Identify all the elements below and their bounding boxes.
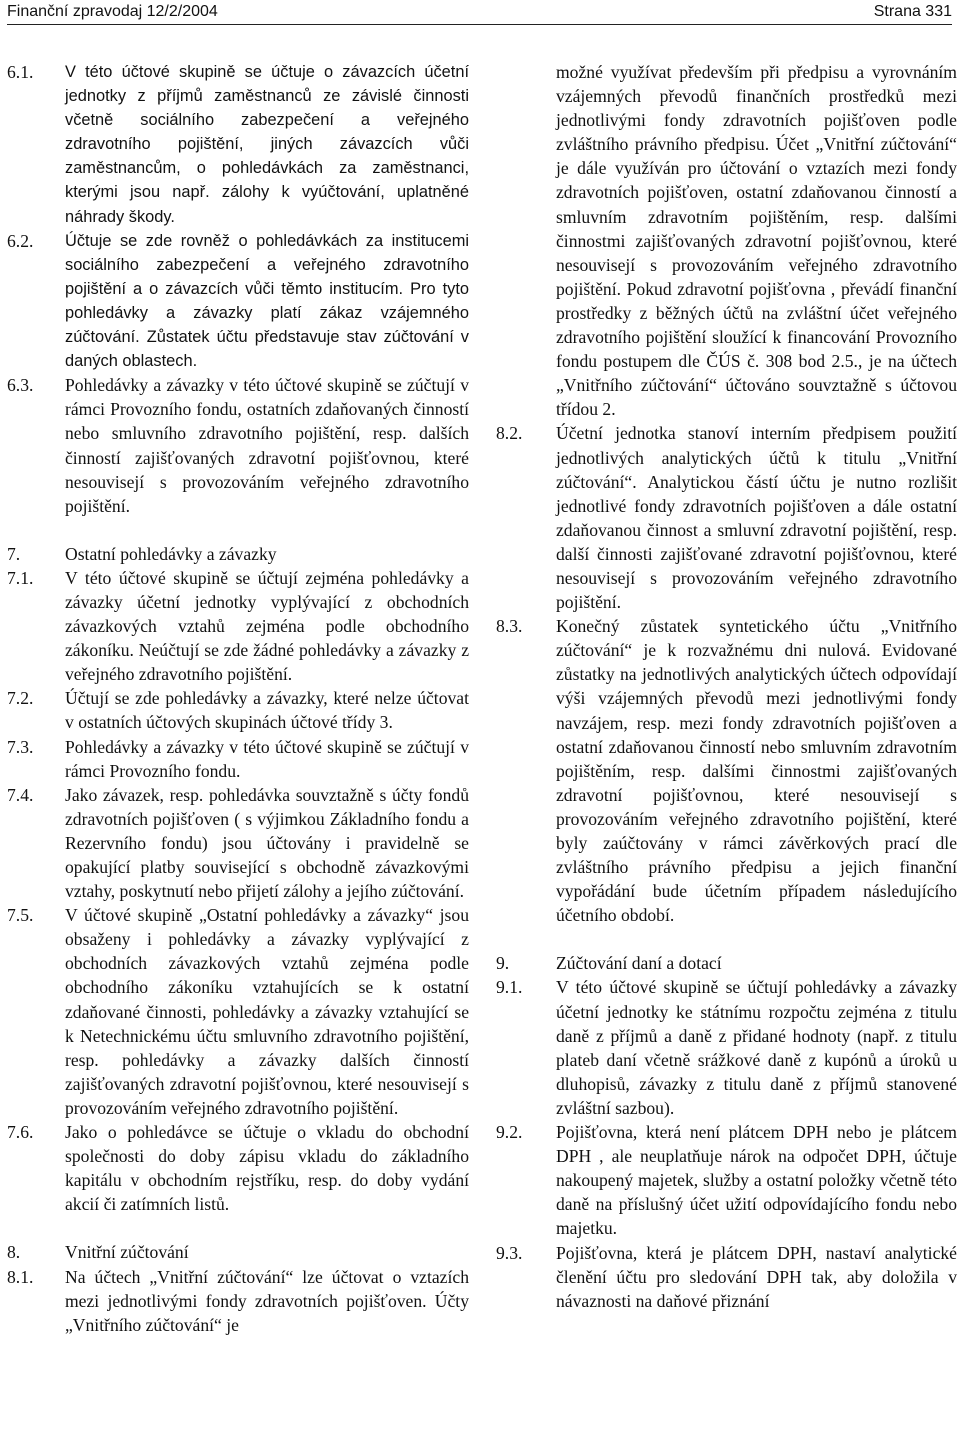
paragraph-number: 6.2. <box>7 230 34 251</box>
paragraph-number: 9.2. <box>496 1122 523 1143</box>
paragraph <box>7 229 469 374</box>
paragraph-number: 9. <box>496 953 510 974</box>
paragraph-text: Jako o pohledávce se účtuje o vkladu do obchodní společnosti do doby zápisu vkladu do základního kapitálu v obchodním rejstříku, resp. do doby vydání akcií či zatímních listů. <box>65 1122 469 1215</box>
page-header <box>7 0 952 25</box>
paragraph-text: Konečný zůstatek syntetického účtu „Vnitřního zúčtování“ je k rozvažnému dni nulová. Evidované zůstatky na jednotlivých analytických účtech odpovídají výši vzájemných převodů mezi jednotlivými fondy navzájem, resp. mezi fondy zdravotních pojišťoven a ostatní zdaňovanou činností nebo smluvním zdravotním pojištěním, resp. dalšími činnostmi zajišťovaných zdravotní pojišťovnou, které nesouvisejí s provozováním veřejného zdravotního pojištění, které byly zaúčtovány v rámci závěrkových prací dle zvláštního právního předpisu a jejich finanční vypořádání bude účetním případem následujícího účetního období. <box>556 616 957 926</box>
section-gap <box>496 927 957 951</box>
paragraph-text: Jako závazek, resp. pohledávka souvztažně s účty fondů zdravotních pojišťoven ( s výjimkou Základního fondu a Rezervního fondu) jsou účtovány i pravidelně se opakující platby související s obchodně závazkovými vztahy, poskytnutí nebo přijetí zálohy a jejího zúčtování. <box>65 784 469 902</box>
paragraph-text: Účtuje se zde rovněž o pohledávkách za institucemi sociálního zabezpečení a veřejného zdravotního pojištění a o závazcích vůči těmto institucím. Pro tyto pohledávky a závazky platí zákaz vzájemného zúčtování. Zůstatek účtu představuje stav zúčtování v daných oblastech. <box>65 231 469 371</box>
paragraph <box>7 542 469 566</box>
paragraph-text: Účtují se zde pohledávky a závazky, které nelze účtovat v ostatních účtových skupinách účtové třídy 3. <box>65 688 469 733</box>
paragraph-text: Ostatní pohledávky a závazky <box>65 543 277 564</box>
paragraph <box>7 1265 469 1337</box>
section-gap <box>7 1216 469 1240</box>
paragraph <box>7 566 469 686</box>
paragraph <box>7 373 469 518</box>
paragraph <box>7 686 469 734</box>
paragraph-number: 6.1. <box>7 62 34 82</box>
paragraph-text: Na účtech „Vnitřní zúčtování“ lze účtovat o vztazích mezi jednotlivými fondy zdravotních pojišťoven. Účty „Vnitřního zúčtování“ je <box>65 1266 469 1335</box>
paragraph-number: 8.2. <box>496 423 523 444</box>
paragraph-number: 7.4. <box>7 784 34 805</box>
paragraph <box>496 614 957 927</box>
paragraph-number: 7.5. <box>7 905 34 926</box>
paragraph-text: Pojišťovna, která není plátcem DPH nebo je plátcem DPH , ale neuplatňuje nárok na odpočet DPH, účtuje nakoupený majetek, služby a ostatní položky včetně této daně na příslušný účet užití odpovídajícího fondu nebo majetku. <box>556 1122 957 1239</box>
paragraph <box>496 60 957 421</box>
paragraph <box>7 1120 469 1216</box>
paragraph-text: V této účtové skupině se účtují pohledávky a závazky účetní jednotky ke státnímu rozpočtu zejména z titulu daně z příjmů a daně z přidané hodnoty (např. z titulu plateb daní včetně srážkové daně z kupónů a úroků u dluhopisů, závazky z titulu daně z příjmů stanovené zvláštní sazbou). <box>556 977 957 1118</box>
paragraph-number: 7.1. <box>7 567 34 588</box>
right-column <box>496 60 957 1313</box>
paragraph-number: 8.1. <box>7 1266 34 1287</box>
paragraph-number: 8.3. <box>496 616 523 637</box>
paragraph-number: 7.6. <box>7 1122 34 1143</box>
paragraph <box>7 1240 469 1264</box>
paragraph-text: Pohledávky a závazky v této účtové skupině se zúčtují v rámci Provozního fondu. <box>65 736 469 781</box>
left-column <box>7 60 469 1337</box>
paragraph-text: možné využívat především při předpisu a vyrovnáním vzájemných převodů finančních prostředků mezi jednotlivými fondy zdravotních pojišťoven podle zvláštního právního předpisu. Účet „Vnitřní zúčtování“ je dále využíván pro účtování o vztazích mezi fondy zdravotních pojišťoven, ostatní zdaňovanou činností a smluvním zdravotním pojištěním, resp. dalšími činnostmi zajišťovaných zdravotní pojišťovnou, které nesouvisejí s provozováním veřejného zdravotního pojištění. Pokud zdravotní pojišťovna , převádí finanční prostředky z běžných účtů na zvláštní účet veřejného zdravotního pojištění sloužící k financování Provozního fondu postupem dle ČÚS č. 308 bod 2.5., je na účtech „Vnitřního zúčtování“ účtováno souvztažně s účtovou třídou 2. <box>556 62 957 420</box>
paragraph <box>7 735 469 783</box>
paragraph-number: 8. <box>7 1242 21 1263</box>
paragraph <box>496 1120 957 1240</box>
paragraph-number <box>496 60 556 421</box>
publication-title: Finanční zpravodaj 12/2/2004 <box>7 3 218 20</box>
paragraph-text: Pohledávky a závazky v této účtové skupině se zúčtují v rámci Provozního fondu, ostatních zdaňovaných činností nebo smluvního zdravotního pojištění, resp. dalších činností zajišťovaných zdravotní pojišťovnou, které nesouvisejí s provozováním veřejného zdravotního pojištění. <box>65 375 469 516</box>
paragraph-number: 6.3. <box>7 375 34 396</box>
paragraph-text: Vnitřní zúčtování <box>65 1242 189 1263</box>
page-number: Strana 331 <box>873 3 952 20</box>
paragraph-number: 9.1. <box>496 977 523 998</box>
paragraph-number: 7.2. <box>7 688 34 709</box>
paragraph-number: 7. <box>7 543 21 564</box>
paragraph-text: Účetní jednotka stanoví interním předpisem použití jednotlivých analytických účtů k titulu „Vnitřní zúčtování“. Analytickou částí účtu je nutno rozlišit jednotlivé fondy zdravotních pojišťoven a dále ostatní zdaňovanou činnost a smluvní zdravotní pojištění, resp. další činnosti zajišťované zdravotní pojišťovnou, které nesouvisejí s provozováním veřejného zdravotního pojištění. <box>556 423 957 613</box>
paragraph-text: V účtové skupině „Ostatní pohledávky a závazky“ jsou obsaženy i pohledávky a závazky vyplývající z obchodních závazkových vztahů zejména podle obchodního zákoníku vztahujících se k ostatní zdaňované činnosti, pohledávky a závazky vztahující se k Netechnickému účtu smluvního zdravotního pojištění, resp. pohledávky a závazky dalších činností zajišťovaných zdravotní pojišťovnou, které nesouvisejí s provozováním veřejného zdravotního pojištění. <box>65 905 469 1118</box>
paragraph <box>7 783 469 903</box>
paragraph <box>7 903 469 1120</box>
section-gap <box>7 518 469 542</box>
paragraph <box>496 951 957 975</box>
paragraph-text: Pojišťovna, která je plátcem DPH, nastaví analytické členění účtu pro sledování DPH tak, aby doložila v návaznosti na daňové přiznání <box>556 1242 957 1311</box>
paragraph <box>496 1241 957 1313</box>
paragraph-text: V této účtové skupině se účtují zejména pohledávky a závazky účetní jednotky vyplývající z obchodních závazkových vztahů zejména podle obchodního zákoníku. Neúčtují se zde žádné pohledávky a závazky z veřejného zdravotního pojištění. <box>65 567 469 685</box>
paragraph <box>496 421 957 614</box>
paragraph-number: 9.3. <box>496 1242 523 1263</box>
paragraph-text: Zúčtování daní a dotací <box>556 953 722 974</box>
paragraph <box>496 975 957 1120</box>
paragraph-number: 7.3. <box>7 736 34 757</box>
paragraph <box>7 60 469 229</box>
paragraph-text: V této účtové skupině se účtuje o závazcích účetní jednotky z příjmů zaměstnanců ze závislé činnosti včetně sociálního zabezpečení a veřejného zdravotního pojištění, jiných závazcích vůči zaměstnancům, o pohledávkách za zaměstnanci, kterými jsou např. zálohy k vyúčtování, uplatněné náhrady škody. <box>65 63 469 226</box>
